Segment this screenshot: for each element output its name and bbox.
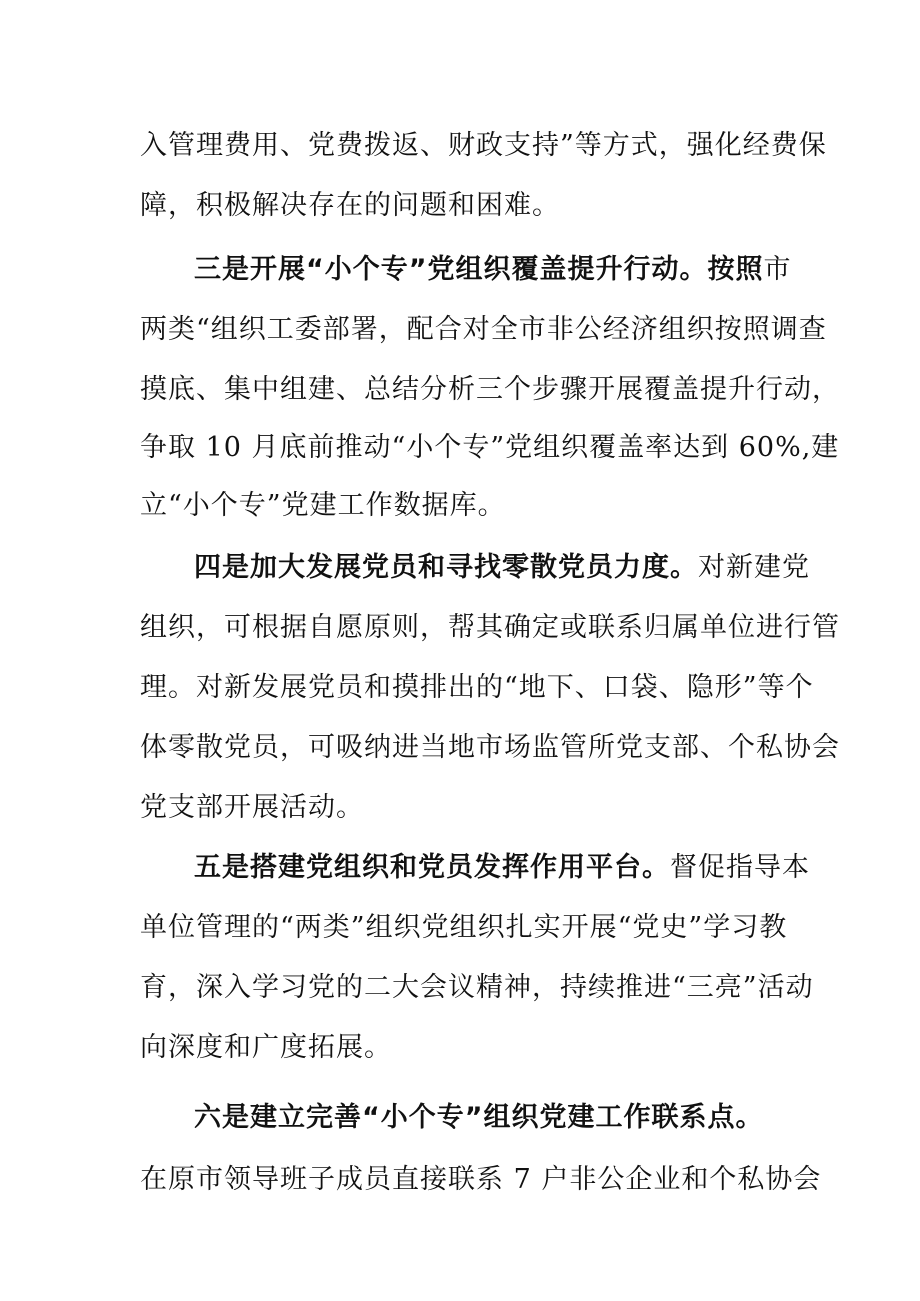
section-heading-6: 六是建立完善“小个专”组织党建工作联系点。 bbox=[194, 1102, 764, 1133]
paragraph-line: 入管理费用、党费拨返、财政支持”等方式，强化经费保 bbox=[140, 130, 827, 161]
section-heading-4: 四是加大发展党员和寻找零散党员力度。 bbox=[194, 552, 698, 583]
paragraph-line: 党支部开展活动。 bbox=[140, 792, 364, 823]
paragraph-line: 体零散党员，可吸纳进当地市场监管所党支部、个私协会 bbox=[140, 732, 840, 763]
paragraph-line: 两类“组织工委部署，配合对全市非公经济组织按照调查 bbox=[140, 314, 827, 345]
paragraph-line: 育，深入学习党的二大会议精神，持续推进“三亮”活动 bbox=[140, 972, 814, 1003]
section-heading-5: 五是搭建党组织和党员发挥作用平台。 bbox=[194, 852, 670, 883]
paragraph-line: 单位管理的“两类”组织党组织扎实开展“党史”学习教 bbox=[140, 912, 788, 943]
paragraph-5-line: 五是搭建党组织和党员发挥作用平台。督促指导本 bbox=[194, 852, 810, 883]
paragraph-line: 理。对新发展党员和摸排出的“地下、口袋、隐形”等个 bbox=[140, 672, 814, 703]
paragraph-4-line: 四是加大发展党员和寻找零散党员力度。对新建党 bbox=[194, 552, 810, 583]
paragraph-line: 在原市领导班子成员直接联系 7 户非公企业和个私协会 bbox=[140, 1164, 822, 1195]
section-heading-3: 三是开展“小个专”党组织覆盖提升行动。按照 bbox=[194, 254, 764, 285]
paragraph-6-line bbox=[194, 1098, 764, 1138]
paragraph-line: 障，积极解决存在的问题和困难。 bbox=[140, 190, 560, 221]
paragraph-line: 组织，可根据自愿原则，帮其确定或联系归属单位进行管 bbox=[140, 612, 840, 643]
paragraph-line: 争取 10 月底前推动“小个专”党组织覆盖率达到 60%,建 bbox=[140, 432, 840, 463]
paragraph-line: 向深度和广度拓展。 bbox=[140, 1032, 392, 1063]
paragraph-line: 立“小个专”党建工作数据库。 bbox=[140, 490, 506, 521]
paragraph-line: 摸底、集中组建、总结分析三个步骤开展覆盖提升行动， bbox=[140, 374, 840, 405]
paragraph-3-line: 三是开展“小个专”党组织覆盖提升行动。按照市 bbox=[194, 254, 792, 285]
